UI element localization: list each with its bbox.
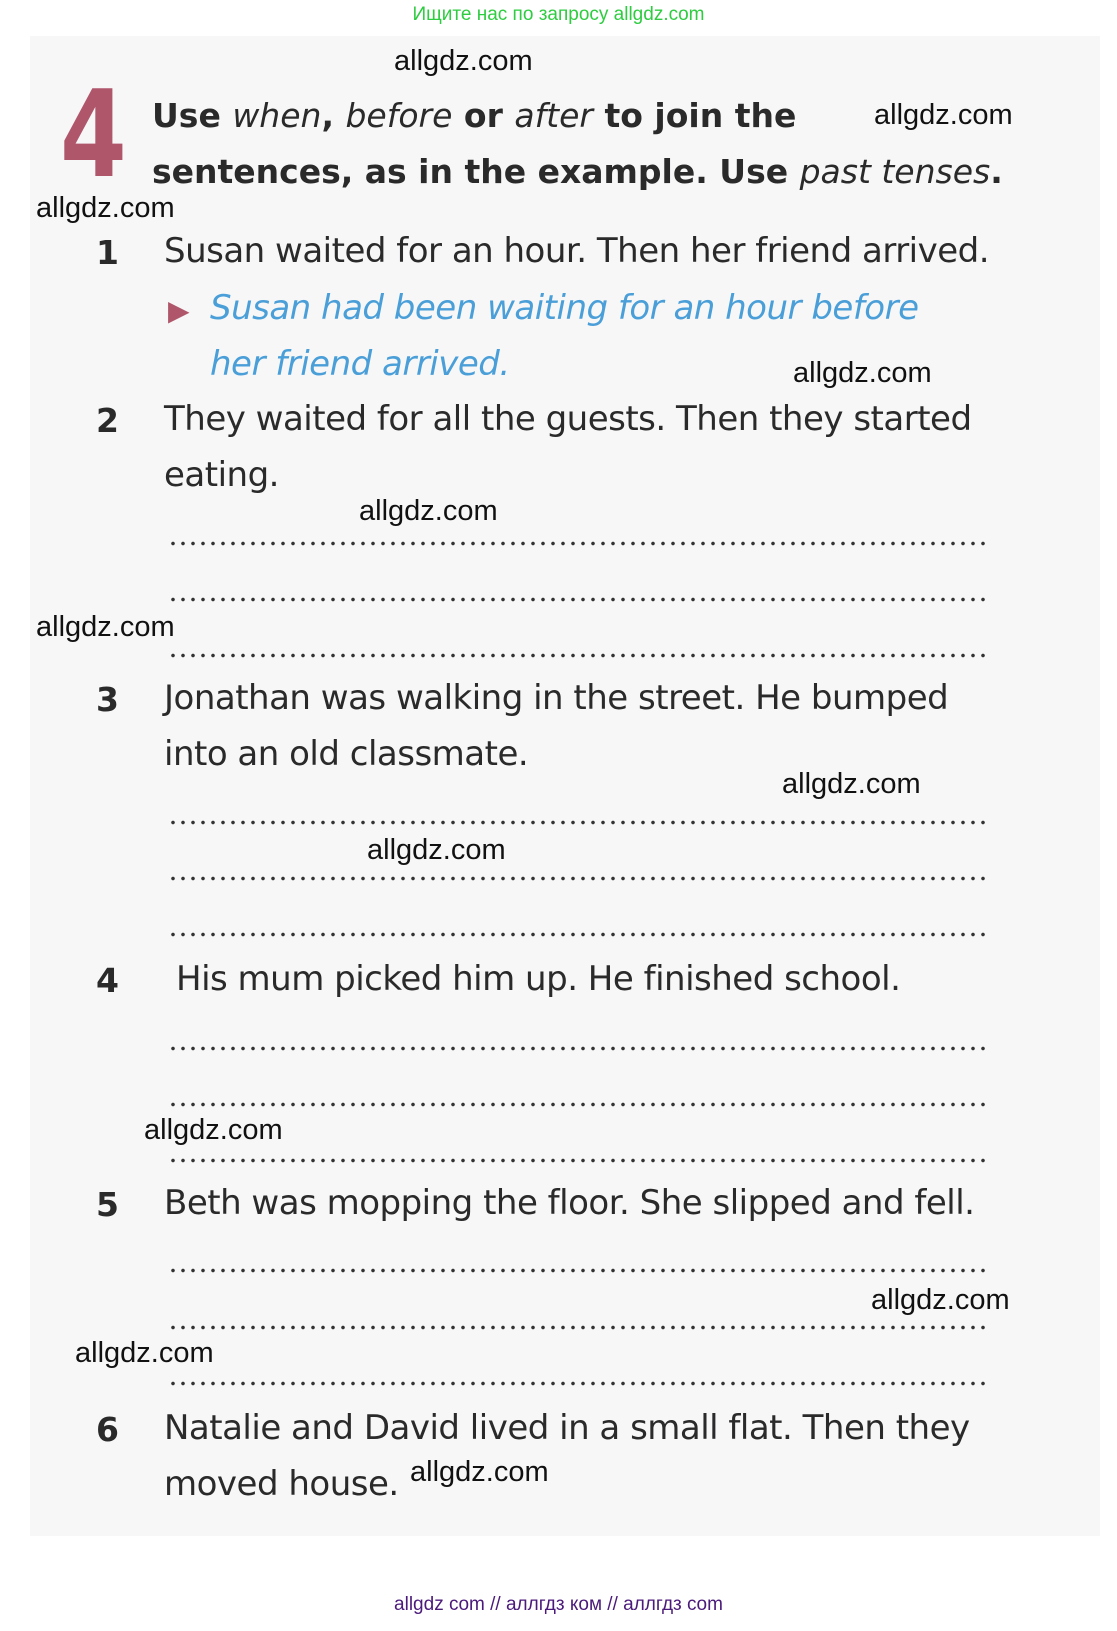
answer-line[interactable] — [168, 1046, 986, 1051]
exercise-number: 4 — [60, 66, 127, 205]
item-text: They waited for all the guests. Then they started — [164, 399, 972, 439]
item-text: moved house. — [164, 1464, 399, 1504]
item-number: 1 — [96, 233, 119, 272]
answer-line[interactable] — [168, 1325, 986, 1330]
instruction-line-2: sentences, as in the example. Use past tenses. — [152, 152, 1003, 191]
watermark: allgdz.com — [394, 45, 533, 77]
watermark: allgdz.com — [36, 611, 175, 643]
answer-line[interactable] — [168, 1381, 986, 1386]
example-answer: Susan had been waiting for an hour before — [210, 288, 919, 328]
item-text: eating. — [164, 455, 279, 495]
answer-line[interactable] — [168, 541, 986, 546]
item-text: Susan waited for an hour. Then her friend arrived. — [164, 231, 990, 271]
watermark: allgdz.com — [793, 357, 932, 389]
watermark: allgdz.com — [871, 1284, 1010, 1316]
watermark: allgdz.com — [410, 1456, 549, 1488]
example-answer: her friend arrived. — [210, 344, 510, 384]
instruction-line-1: Use when, before or after to join the — [152, 96, 797, 135]
watermark: allgdz.com — [359, 495, 498, 527]
watermark: allgdz.com — [367, 834, 506, 866]
item-text: Jonathan was walking in the street. He bumped — [164, 678, 949, 718]
item-number: 2 — [96, 401, 119, 440]
bottom-banner[interactable]: allgdz com // аллгдз ком // аллгдз com — [394, 1594, 723, 1615]
watermark: allgdz.com — [75, 1337, 214, 1369]
answer-line[interactable] — [168, 1158, 986, 1163]
item-number: 3 — [96, 680, 119, 719]
item-number: 6 — [96, 1410, 119, 1449]
answer-line[interactable] — [168, 653, 986, 658]
item-text: His mum picked him up. He finished school. — [176, 959, 901, 999]
item-number: 4 — [96, 961, 119, 1000]
watermark: allgdz.com — [782, 768, 921, 800]
answer-line[interactable] — [168, 932, 986, 937]
arrow-icon: ▶ — [168, 294, 190, 327]
answer-line[interactable] — [168, 597, 986, 602]
item-number: 5 — [96, 1185, 119, 1224]
item-text: into an old classmate. — [164, 734, 529, 774]
answer-line[interactable] — [168, 1268, 986, 1273]
watermark: allgdz.com — [36, 192, 175, 224]
top-banner[interactable]: Ищите нас по запросу allgdz.com — [412, 4, 705, 25]
answer-line[interactable] — [168, 820, 986, 825]
watermark: allgdz.com — [144, 1114, 283, 1146]
answer-line[interactable] — [168, 1102, 986, 1107]
item-text: Natalie and David lived in a small flat. Then they — [164, 1408, 970, 1448]
item-text: Beth was mopping the floor. She slipped and fell. — [164, 1183, 975, 1223]
answer-line[interactable] — [168, 876, 986, 881]
watermark: allgdz.com — [874, 99, 1013, 131]
